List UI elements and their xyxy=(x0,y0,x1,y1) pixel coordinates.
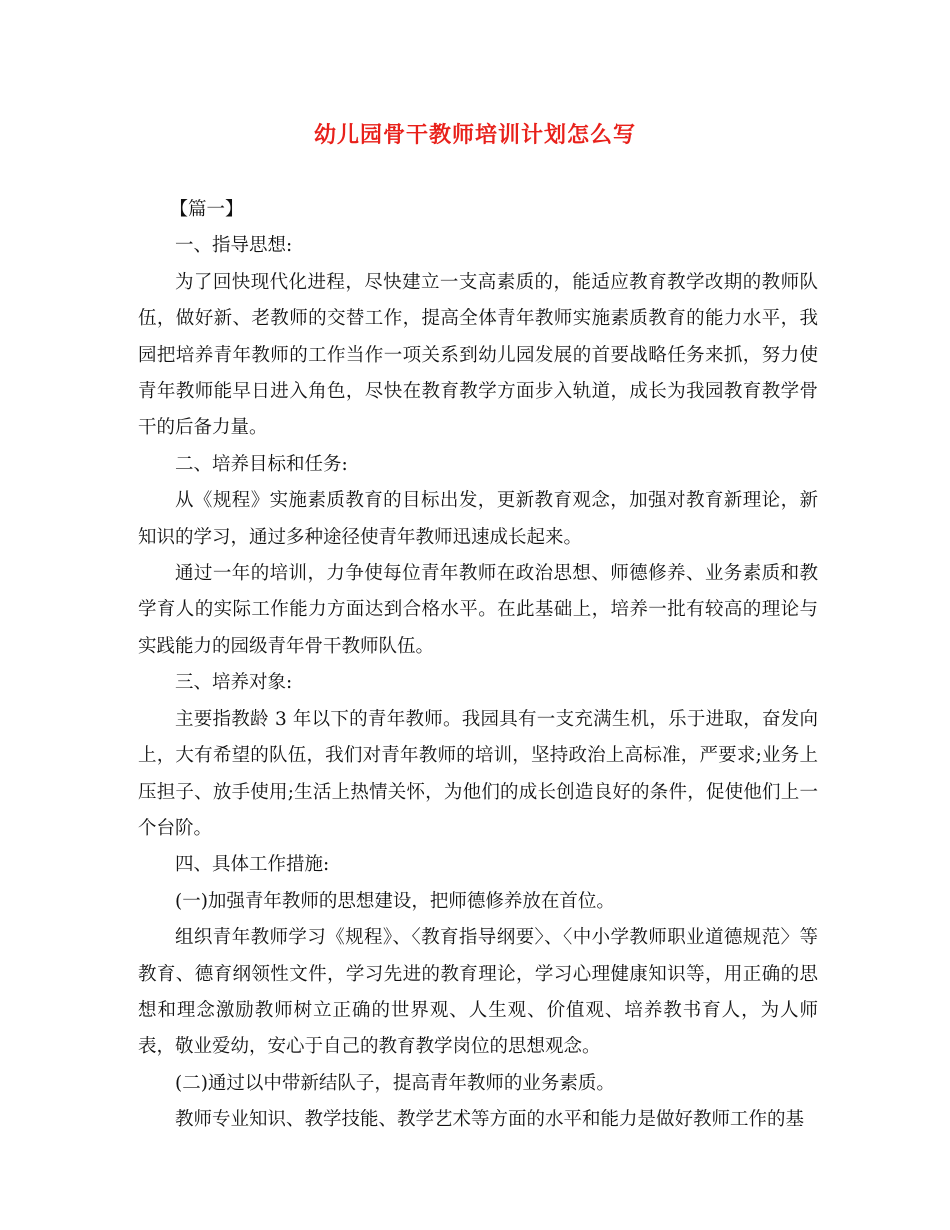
paragraph: 组织青年教师学习《规程》、〈教育指导纲要〉、〈中小学教师职业道德规范〉等教育、德育纲领性文件，学习先进的教育理论，学习心理健康知识等，用正确的思想和理念激励教师树立正确的世界观、人生观、价值观、培养教书育人，为人师表，敬业爱幼，安心于自己的教育教学岗位的思想观念。 xyxy=(138,927,818,1058)
section-tag: 【篇一】 xyxy=(169,199,244,220)
paragraph: 主要指教龄 3 年以下的青年教师。我园具有一支充满生机，乐于进取，奋发向上，大有希望的队伍，我们对青年教师的培训，坚持政治上高标准，严要求;业务上压担子、放手使用;生活上热情关怀，为他们的成长创造良好的条件，促使他们上一个台阶。 xyxy=(138,708,818,839)
section-heading: 一、指导思想: xyxy=(175,235,293,257)
paragraph: 通过一年的培训，力争使每位青年教师在政治思想、师德修养、业务素质和教学育人的实际工作能力方面达到合格水平。在此基础上，培养一批有较高的理论与实践能力的园级青年骨干教师队伍。 xyxy=(138,563,818,657)
subsection-heading: (二)通过以中带新结队子，提高青年教师的业务素质。 xyxy=(175,1072,615,1094)
paragraph: 为了回快现代化进程，尽快建立一支高素质的，能适应教育教学改期的教师队伍，做好新、老教师的交替工作，提高全体青年教师实施素质教育的能力水平，我园把培养青年教师的工作当作一项关系到幼儿园发展的首要战略任务来抓，努力使青年教师能早日进入角色，尽快在教育教学方面步入轨道，成长为我园教育教学骨干的后备力量。 xyxy=(138,271,818,439)
paragraph: 从《规程》实施素质教育的目标出发，更新教育观念，加强对教育新理论，新知识的学习，通过多种途径使青年教师迅速成长起来。 xyxy=(138,490,818,548)
section-heading: 四、具体工作措施: xyxy=(175,854,330,876)
section-heading: 二、培养目标和任务: xyxy=(175,453,348,475)
document-body xyxy=(138,192,818,1139)
subsection-heading: (一)加强青年教师的思想建设，把师德修养放在首位。 xyxy=(175,890,615,912)
section-heading: 三、培养对象: xyxy=(175,672,293,694)
paragraph: 教师专业知识、教学技能、教学艺术等方面的水平和能力是做好教师工作的基 xyxy=(175,1109,805,1131)
document-title: 幼儿园骨干教师培训计划怎么写 xyxy=(313,123,636,148)
